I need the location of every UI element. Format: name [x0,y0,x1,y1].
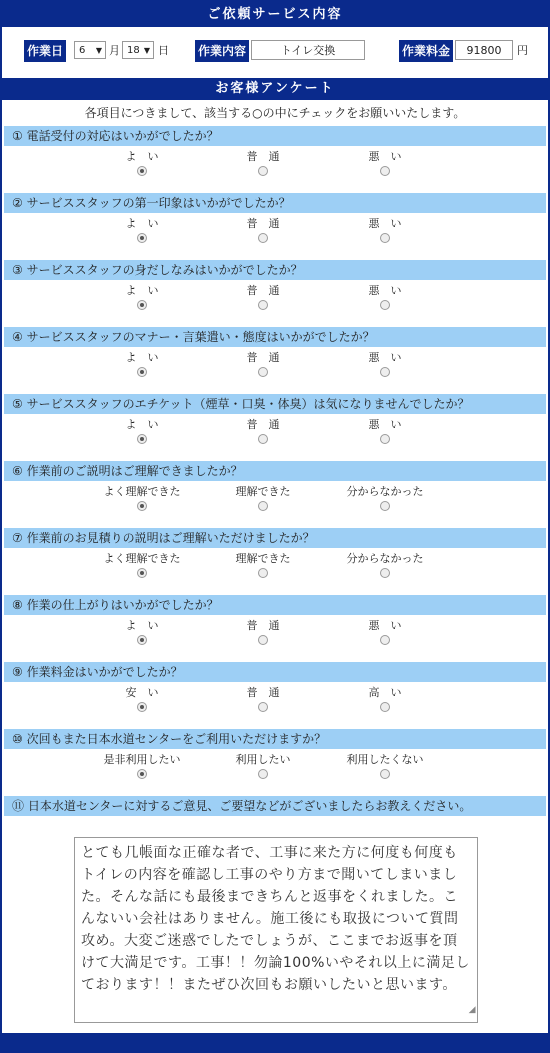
survey-question [2,461,548,528]
radio-button[interactable] [380,702,390,712]
answer-options [2,146,548,193]
radio-button[interactable] [380,300,390,310]
answer-options [2,347,548,394]
option-label: 悪 い [368,418,402,431]
chevron-down-icon: ▼ [143,46,150,55]
answer-option [87,418,197,447]
answer-option [208,284,318,313]
comment-question [2,796,548,816]
option-label: よ い [125,619,159,632]
question-text: ⑤ サービススタッフのエチケット（煙草・口臭・体臭）は気になりませんでしたか？ [4,394,546,414]
answer-options [2,749,548,796]
radio-button[interactable] [380,501,390,511]
radio-button[interactable] [380,367,390,377]
service-row [2,27,548,78]
answer-options [2,548,548,595]
survey-question [2,260,548,327]
question-text: ④ サービススタッフのマナー・言葉遣い・態度はいかがでしたか？ [4,327,546,347]
answer-option [330,485,440,514]
answer-options [2,213,548,260]
answer-option [87,686,197,715]
answer-option [330,217,440,246]
answer-option [87,552,197,581]
option-label: 普 通 [246,686,280,699]
question-list [2,126,548,796]
answer-option [208,217,318,246]
answer-option [208,619,318,648]
radio-button[interactable] [137,434,147,444]
radio-button[interactable] [137,367,147,377]
option-label: 普 通 [246,150,280,163]
answer-option [330,418,440,447]
survey-question [2,327,548,394]
answer-options [2,615,548,662]
answer-options [2,481,548,528]
radio-button[interactable] [137,233,147,243]
answer-option [87,351,197,380]
survey-question [2,193,548,260]
answer-option [330,284,440,313]
comment-text: とても几帳面な正確な者で、工事に来た方に何度も何度もトイレの内容を確認し工事のやり方まで聞いてしまいました。そんな話にも最後まできちんと返事をくれました。こんないい会社はありません。施工後にも取扱について質問攻め。大変ご迷惑でしたでしょうが、ここまでお返事を頂けて大満足です。工事！！勿論100%いやそれ以上に満足しております！！またぜひ次回もお願いしたいと思います。 [81,845,470,993]
option-label: 分からなかった [346,485,424,498]
option-label: 理解できた [235,552,291,565]
radio-button[interactable] [137,501,147,511]
survey-question [2,394,548,461]
option-label: 悪 い [368,150,402,163]
option-label: よ い [125,217,159,230]
answer-option [208,485,318,514]
survey-question [2,595,548,662]
fee-unit: 円 [517,44,528,57]
answer-option [87,753,197,782]
question-text: ① 電話受付の対応はいかがでしたか？ [4,126,546,146]
answer-option [87,150,197,179]
radio-button[interactable] [137,568,147,578]
radio-button[interactable] [137,702,147,712]
question-text: ⑨ 作業料金はいかがでしたか？ [4,662,546,682]
survey-question [2,662,548,729]
day-select[interactable] [122,41,154,59]
survey-question [2,126,548,193]
question-text: ⑩ 次回もまた日本水道センターをご利用いただけますか？ [4,729,546,749]
option-label: 理解できた [235,485,291,498]
month-select[interactable] [74,41,106,59]
chevron-down-icon: ▼ [95,46,102,55]
month-value: 6 [79,45,86,56]
option-label: 悪 い [368,619,402,632]
work-fee-field[interactable]: 91800 [455,40,513,60]
option-label: 高 い [368,686,402,699]
work-content-field[interactable]: トイレ交換 [251,40,365,60]
answer-option [208,552,318,581]
answer-option [87,619,197,648]
answer-option [330,686,440,715]
radio-button[interactable] [258,367,268,377]
day-unit: 日 [158,44,169,57]
work-date-label: 作業日 [24,40,66,62]
question-text: ⑦ 作業前のお見積りの説明はご理解いただけましたか？ [4,528,546,548]
survey-question [2,528,548,595]
answer-option [87,485,197,514]
answer-options [2,682,548,729]
radio-button[interactable] [258,702,268,712]
radio-button[interactable] [258,300,268,310]
option-label: 悪 い [368,284,402,297]
answer-option [208,150,318,179]
option-label: よ い [125,284,159,297]
radio-button[interactable] [137,300,147,310]
radio-button[interactable] [258,166,268,176]
answer-option [87,284,197,313]
option-label: 是非利用したい [103,753,181,766]
option-label: 安 い [125,686,159,699]
answer-option [330,150,440,179]
option-label: 普 通 [246,217,280,230]
radio-button[interactable] [380,233,390,243]
radio-button[interactable] [137,635,147,645]
option-label: よく理解できた [103,485,181,498]
option-label: 悪 い [368,217,402,230]
service-title: ご依頼サービス内容 [2,2,548,27]
answer-option [330,753,440,782]
radio-button[interactable] [258,568,268,578]
option-label: 分からなかった [346,552,424,565]
option-label: 普 通 [246,418,280,431]
option-label: 普 通 [246,619,280,632]
radio-button[interactable] [380,635,390,645]
work-content-label: 作業内容 [195,40,249,62]
resize-handle-icon[interactable]: ◢ [468,1005,476,1015]
answer-option [330,351,440,380]
radio-button[interactable] [258,769,268,779]
radio-button[interactable] [258,233,268,243]
option-label: 悪 い [368,351,402,364]
radio-button[interactable] [258,434,268,444]
question-text: ⑥ 作業前のご説明はご理解できましたか？ [4,461,546,481]
day-value: 18 [127,45,140,56]
option-label: 普 通 [246,351,280,364]
option-label: 利用したくない [346,753,424,766]
footer-band [2,1033,548,1051]
answer-option [208,418,318,447]
question-text: ⑪ 日本水道センターに対するご意見、ご要望などがございましたらお教えください。 [4,796,546,816]
answer-option [208,753,318,782]
question-text: ⑧ 作業の仕上がりはいかがでしたか？ [4,595,546,615]
radio-button[interactable] [137,166,147,176]
answer-option [208,351,318,380]
answer-option [208,686,318,715]
option-label: 普 通 [246,284,280,297]
answer-option [87,217,197,246]
survey-question [2,729,548,796]
survey-intro: 各項目につきまして、該当する○の中にチェックをお願いいたします。 [84,106,466,120]
option-label: よ い [125,351,159,364]
option-label: 利用したい [235,753,291,766]
option-label: よく理解できた [103,552,181,565]
answer-option [330,552,440,581]
question-text: ③ サービススタッフの身だしなみはいかがでしたか？ [4,260,546,280]
comment-textarea[interactable] [74,837,478,1023]
radio-button[interactable] [258,635,268,645]
option-label: よ い [125,418,159,431]
radio-button[interactable] [258,501,268,511]
radio-button[interactable] [380,769,390,779]
question-text: ② サービススタッフの第一印象はいかがでしたか？ [4,193,546,213]
month-unit: 月 [109,44,120,57]
radio-button[interactable] [137,769,147,779]
radio-button[interactable] [380,434,390,444]
answer-options [2,280,548,327]
option-label: よ い [125,150,159,163]
answer-option [330,619,440,648]
radio-button[interactable] [380,568,390,578]
answer-options [2,414,548,461]
survey-title: お客様アンケート [2,78,548,100]
work-fee-label: 作業料金 [399,40,453,62]
radio-button[interactable] [380,166,390,176]
